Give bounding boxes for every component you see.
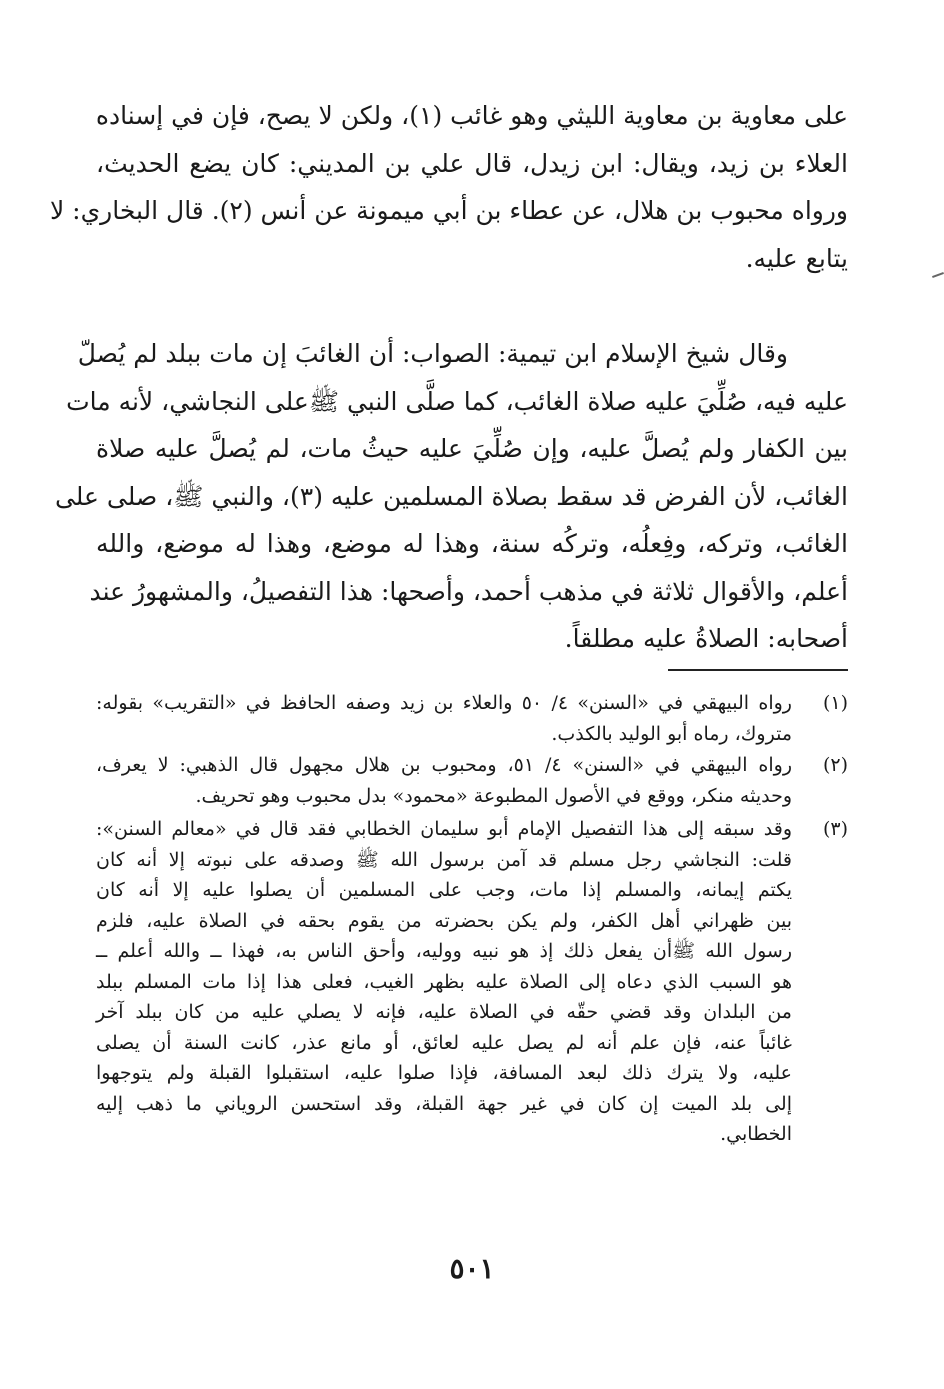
footnote-number: (١) xyxy=(822,692,848,714)
text-line: على معاوية بن معاوية الليثي وهو غائب (١)، ولكن لا يصح، فإن في إسناده xyxy=(95,101,848,130)
page-number: ٥٠١ xyxy=(449,1252,495,1285)
text-line: عليه فيه، صُلِّيَ عليه صلاة الغائب، كما صلَّى النبي ﷺعلى النجاشي، لأنه مات xyxy=(66,386,848,416)
footnote-line: رواه البيهقي في «السنن» ٤/ ٥١، ومحبوب بن هلال مجهول قال الذهبي: لا يعرف، xyxy=(96,754,792,776)
text-line: الغائب، وتركه، وفِعلُه، وتركُه سنة، وهذا له موضع، وهذا له موضع، والله xyxy=(96,529,848,558)
footnote-line: متروك، رماه أبو الوليد بالكذب. xyxy=(551,723,792,745)
footnote-line: وحديثه منكر، ووقع في الأصول المطبوعة «محمود» بدل محبوب وهو تحريف. xyxy=(195,785,792,807)
paragraph-2 xyxy=(54,330,848,663)
footnote-line: قلت: النجاشي رجل مسلم قد آمن برسول الله ﷺ وصدقه على نبوته إلا أنه كان xyxy=(96,848,792,871)
text-line: العلاء بن زيد، ويقال: ابن زيدل، قال علي بن المديني: كان يضع الحديث، xyxy=(96,148,848,178)
footnote-line: يكتم إيمانه، والمسلم إذا مات، وجب على المسلمين أن يصلوا عليه إلا أنه كان xyxy=(96,879,792,901)
footnote-3 xyxy=(96,814,848,1150)
footnote-line: من البلدان وقد قضي حقّه في الصلاة عليه، فإنه لا يصلي عليه من كان ببلد آخر xyxy=(96,1001,792,1023)
text-line: وقال شيخ الإسلام ابن تيمية: الصواب: أن الغائبَ إن مات ببلد لم يُصلّ xyxy=(77,339,788,368)
footnote-number: (٣) xyxy=(822,818,848,840)
text-line: ورواه محبوب بن هلال، عن عطاء بن أبي ميمونة عن أنس (٢). قال البخاري: لا xyxy=(49,196,848,225)
text-line: أعلم، والأقوال ثلاثة في مذهب أحمد، وأصحها: هذا التفصيلُ، والمشهورُ عند xyxy=(89,576,848,606)
footnote-line: بين ظهراني أهل الكفر، ولم يكن بحضرته من يقوم بحقه في الصلاة عليه، فلزم xyxy=(96,909,792,932)
footnote-line: غائباً عنه، فإن علم أنه لم يصل عليه لعائق، أو مانع عذر، كانت السنة أن يصلى xyxy=(96,1031,792,1054)
footnotes xyxy=(96,688,848,1150)
scan-mark xyxy=(932,272,944,278)
footnote-separator xyxy=(668,669,848,671)
text-line: يتابع عليه. xyxy=(745,243,848,273)
footnote-line: هو السبب الذي دعاه إلى الصلاة عليه بظهر الغيب، فعلى هذا إذا مات المسلم ببلد xyxy=(96,970,792,993)
text-line: أصحابه: الصلاةُ عليه مطلقاً. xyxy=(564,624,848,653)
text-line: الغائب، لأن الفرض قد سقط بصلاة المسلمين عليه (٣)، والنبي ﷺ، صلى على xyxy=(54,481,848,511)
text-line: بين الكفار ولم يُصلَّ عليه، وإن صُلِّيَ عليه حيثُ مات، لم يُصلَّ عليه صلاة xyxy=(96,434,848,463)
footnote-1 xyxy=(96,688,848,750)
footnote-line: رواه البيهقي في «السنن» ٤/ ٥٠ والعلاء بن زيد وصفه الحافظ في «التقريب» بقوله: xyxy=(96,692,792,714)
footnote-line: الخطابي. xyxy=(720,1123,792,1145)
footnote-line: رسول الله ﷺأن يفعل ذلك إذ هو نبيه ووليه، وأحق الناس به، فهذا ــ والله أعلم ــ xyxy=(96,940,792,962)
paragraph-1 xyxy=(49,92,848,282)
footnote-line: وقد سبقه إلى هذا التفصيل الإمام أبو سليمان الخطابي فقد قال في «معالم السنن»: xyxy=(96,818,792,840)
footnote-2 xyxy=(96,750,848,812)
footnote-number: (٢) xyxy=(822,754,848,776)
footnote-line: إلى بلد الميت إن كان في غير جهة القبلة، وقد استحسن الروياني ما ذهب إليه xyxy=(96,1092,792,1115)
footnote-line: عليه، ولا يترك ذلك لبعد المسافة، فإذا صلوا عليه، استقبلوا القبلة ولم يتوجهوا xyxy=(96,1062,792,1084)
